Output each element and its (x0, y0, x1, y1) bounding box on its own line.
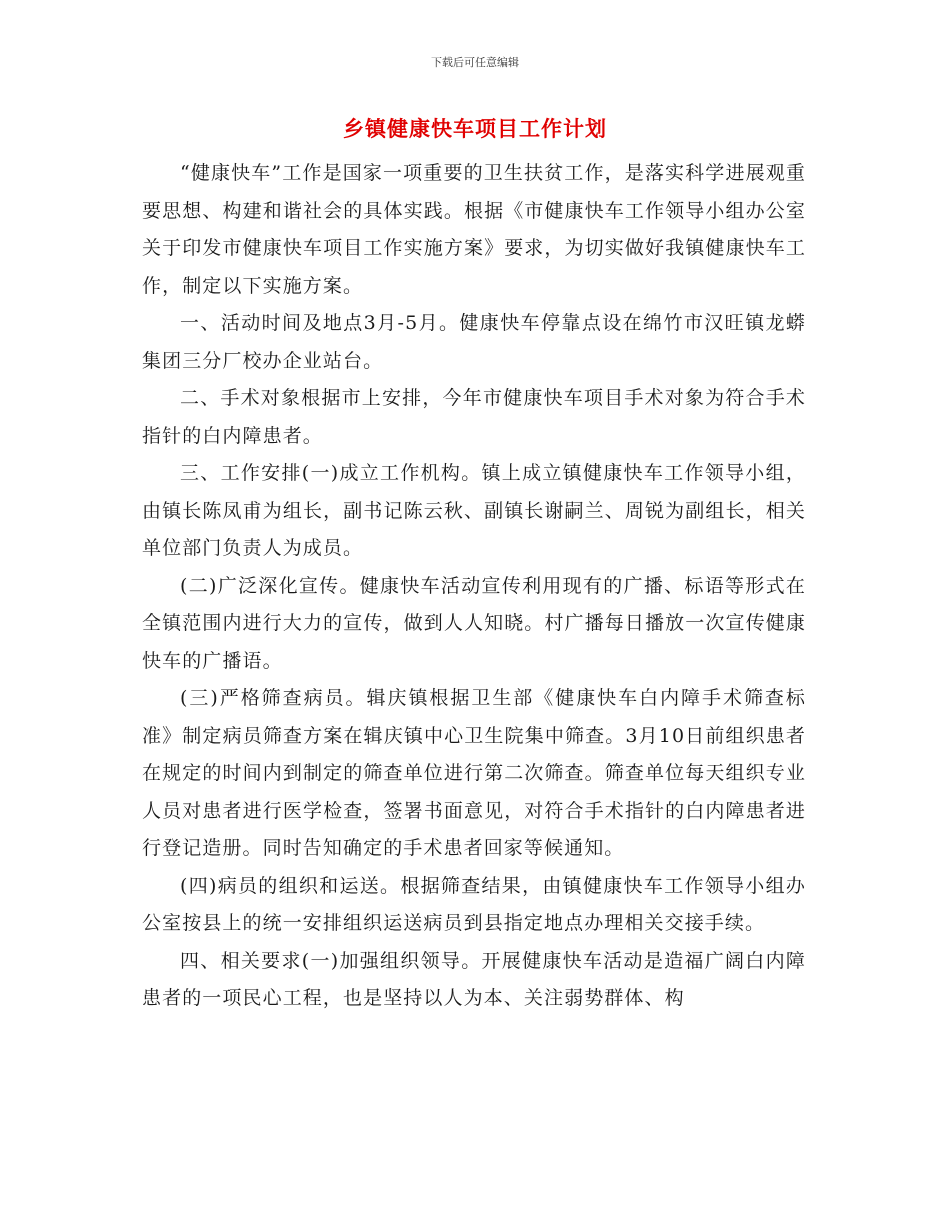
paragraph-section-2: 二、手术对象根据市上安排，今年市健康快车项目手术对象为符合手术指针的白内障患者。 (142, 387, 806, 447)
paragraph-section-3-2: (二)广泛深化宣传。健康快车活动宣传利用现有的广播、标语等形式在全镇范围内进行大力的宣传，做到人人知晓。村广播每日播放一次宣传健康快车的广播语。 (142, 574, 806, 672)
paragraph-section-1: 一、活动时间及地点3月-5月。健康快车停靠点设在绵竹市汉旺镇龙蟒集团三分厂校办企业站台。 (142, 312, 806, 372)
paragraph-section-3-4: (四)病员的组织和运送。根据筛查结果，由镇健康快车工作领导小组办公室按县上的统一安排组织运送病员到县指定地点办理相关交接手续。 (142, 874, 806, 934)
document-body (142, 155, 806, 1018)
paragraph-section-3: 三、工作安排(一)成立工作机构。镇上成立镇健康快车工作领导小组，由镇长陈凤甫为组长，副书记陈云秋、副镇长谢嗣兰、周锐为副组长，相关单位部门负责人为成员。 (142, 462, 806, 559)
page-header-note: 下载后可任意编辑 (431, 56, 519, 69)
document-title: 乡镇健康快车项目工作计划 (343, 117, 607, 141)
paragraph-section-3-3: (三)严格筛查病员。辑庆镇根据卫生部《健康快车白内障手术筛查标准》制定病员筛查方案在辑庆镇中心卫生院集中筛查。3月10日前组织患者在规定的时间内到制定的筛查单位进行第二次筛查。筛查单位每天组织专业人员对患者进行医学检查，签署书面意见，对符合手术指针的白内障患者进行登记造册。同时告知确定的手术患者回家等候通知。 (142, 687, 806, 859)
paragraph-intro: “健康快车”工作是国家一项重要的卫生扶贫工作，是落实科学进展观重要思想、构建和谐社会的具体实践。根据《市健康快车工作领导小组办公室关于印发市健康快车项目工作实施方案》要求，为切实做好我镇健康快车工作，制定以下实施方案。 (142, 162, 806, 297)
paragraph-section-4: 四、相关要求(一)加强组织领导。开展健康快车活动是造福广阔白内障患者的一项民心工程，也是坚持以人为本、关注弱势群体、构 (142, 949, 806, 1009)
